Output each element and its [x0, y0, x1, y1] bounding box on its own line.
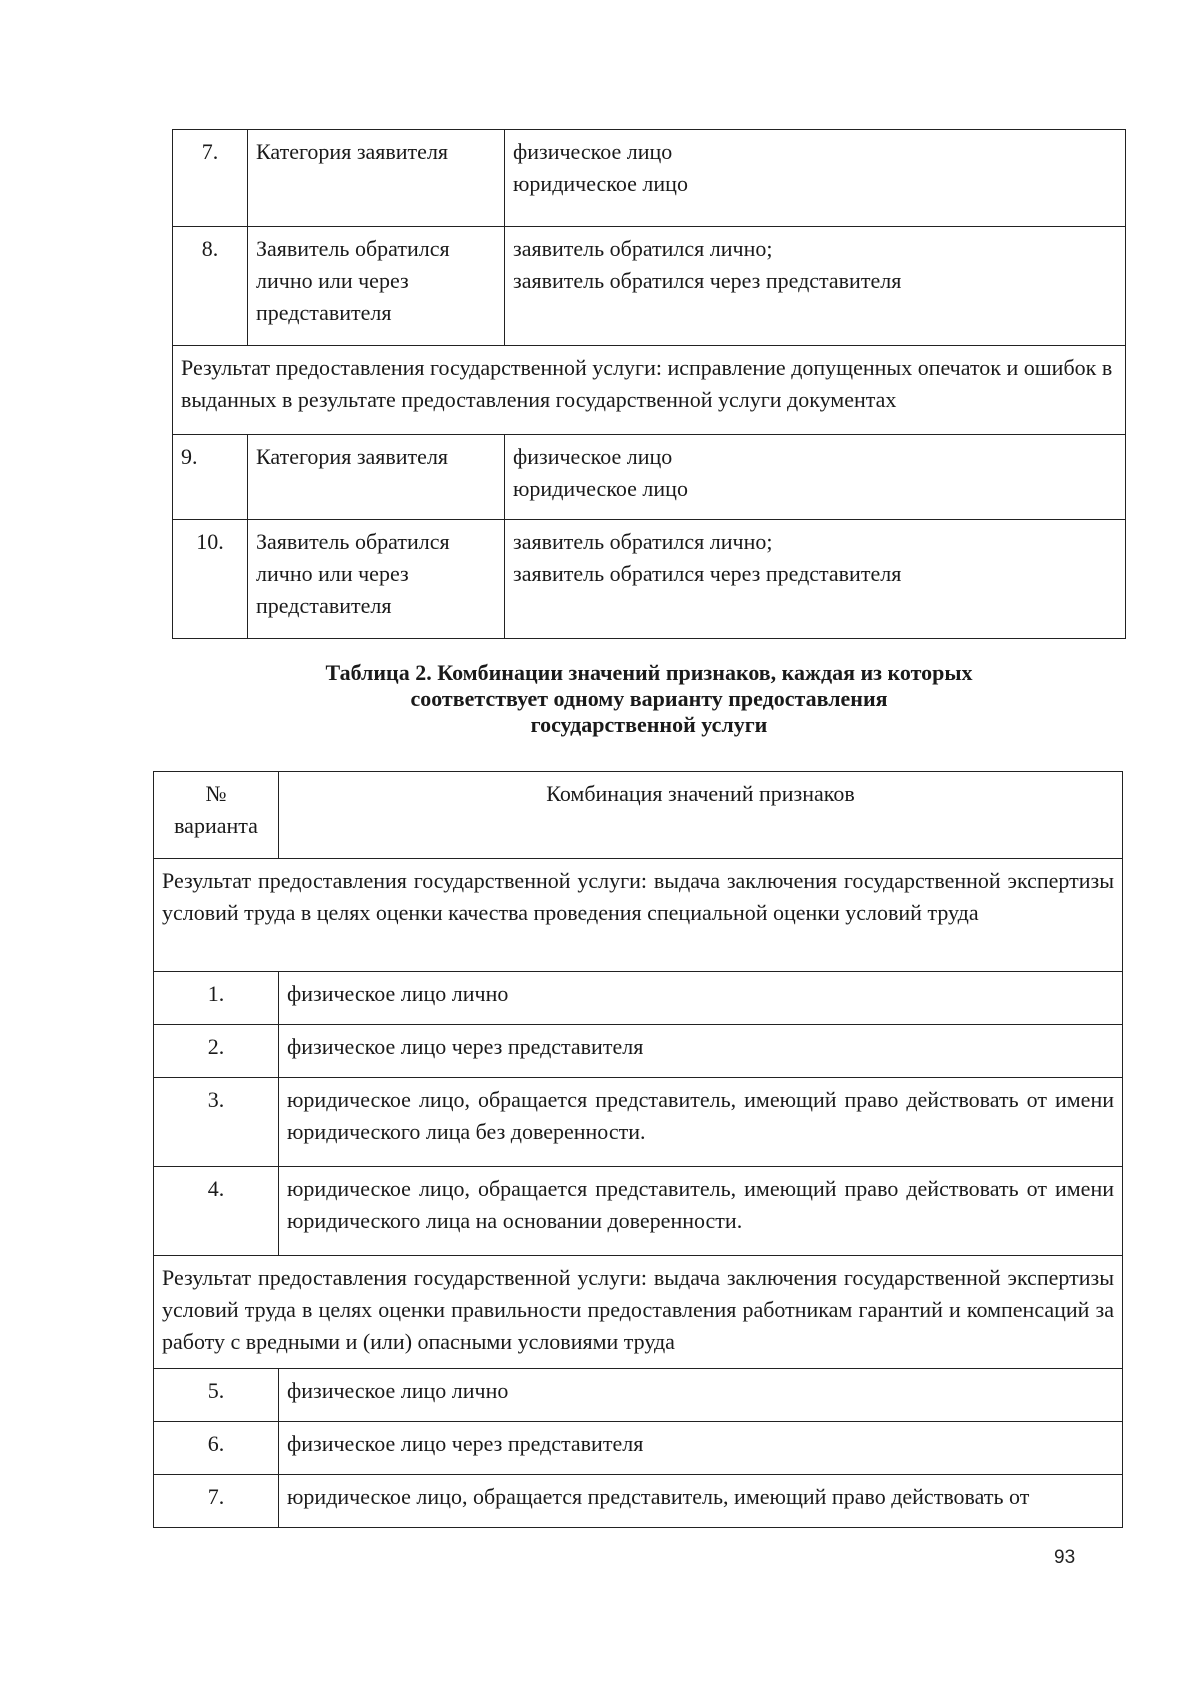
criterion-label: Категория заявителя	[248, 130, 505, 227]
table-header-row	[154, 772, 1123, 859]
table-row	[154, 1422, 1123, 1475]
row-number: 8.	[173, 227, 248, 346]
variant-combination: юридическое лицо, обращается представитель, имеющий право действовать от имени юридического лица без доверенности.	[279, 1078, 1123, 1167]
header-combination: Комбинация значений признаков	[279, 772, 1123, 859]
variant-number: 2.	[154, 1025, 279, 1078]
table-row	[173, 435, 1126, 520]
table-row	[154, 1025, 1123, 1078]
criterion-values: физическое лицо юридическое лицо	[505, 435, 1126, 520]
table-variant-combinations	[153, 771, 1123, 1528]
variant-number: 6.	[154, 1422, 279, 1475]
row-number: 10.	[173, 520, 248, 639]
section-result-text: Результат предоставления государственной услуги: выдача заключения государственной экспертизы условий труда в целях оценки правильности предоставления работникам гарантий и компенсаций за работу с вредными и (или) опасными условиями труда	[154, 1256, 1123, 1369]
variant-combination: юридическое лицо, обращается представитель, имеющий право действовать от	[279, 1475, 1123, 1528]
caption-line: Таблица 2. Комбинации значений признаков, каждая из которых	[325, 660, 973, 685]
variant-number: 7.	[154, 1475, 279, 1528]
table-row	[154, 1475, 1123, 1528]
criterion-label: Категория заявителя	[248, 435, 505, 520]
variant-number: 5.	[154, 1369, 279, 1422]
variant-combination: физическое лицо лично	[279, 1369, 1123, 1422]
section-row	[154, 1256, 1123, 1369]
section-row	[173, 346, 1126, 435]
variant-combination: юридическое лицо, обращается представитель, имеющий право действовать от имени юридического лица на основании доверенности.	[279, 1167, 1123, 1256]
section-row	[154, 859, 1123, 972]
table-row	[154, 1078, 1123, 1167]
table-row	[154, 972, 1123, 1025]
table-row	[154, 1369, 1123, 1422]
caption-line: государственной услуги	[530, 712, 768, 737]
variant-number: 1.	[154, 972, 279, 1025]
caption-line: соответствует одному варианту предоставления	[410, 686, 888, 711]
table-criteria-continuation	[172, 129, 1126, 639]
variant-number: 3.	[154, 1078, 279, 1167]
section-result-text: Результат предоставления государственной услуги: исправление допущенных опечаток и ошибок в выданных в результате предоставления государственной услуги документах	[173, 346, 1126, 435]
header-variant-number: № варианта	[154, 772, 279, 859]
criterion-values: заявитель обратился лично; заявитель обратился через представителя	[505, 520, 1126, 639]
table-2-caption	[172, 660, 1126, 738]
row-number: 9.	[173, 435, 248, 520]
criterion-values: физическое лицо юридическое лицо	[505, 130, 1126, 227]
row-number: 7.	[173, 130, 248, 227]
variant-number: 4.	[154, 1167, 279, 1256]
variant-combination: физическое лицо лично	[279, 972, 1123, 1025]
page-number: 93	[1054, 1547, 1076, 1568]
criterion-values: заявитель обратился лично; заявитель обратился через представителя	[505, 227, 1126, 346]
criterion-label: Заявитель обратился лично или через представителя	[248, 520, 505, 639]
table-row	[173, 227, 1126, 346]
criterion-label: Заявитель обратился лично или через представителя	[248, 227, 505, 346]
table-row	[173, 520, 1126, 639]
section-result-text: Результат предоставления государственной услуги: выдача заключения государственной экспертизы условий труда в целях оценки качества проведения специальной оценки условий труда	[154, 859, 1123, 972]
table-row	[173, 130, 1126, 227]
variant-combination: физическое лицо через представителя	[279, 1422, 1123, 1475]
variant-combination: физическое лицо через представителя	[279, 1025, 1123, 1078]
table-row	[154, 1167, 1123, 1256]
